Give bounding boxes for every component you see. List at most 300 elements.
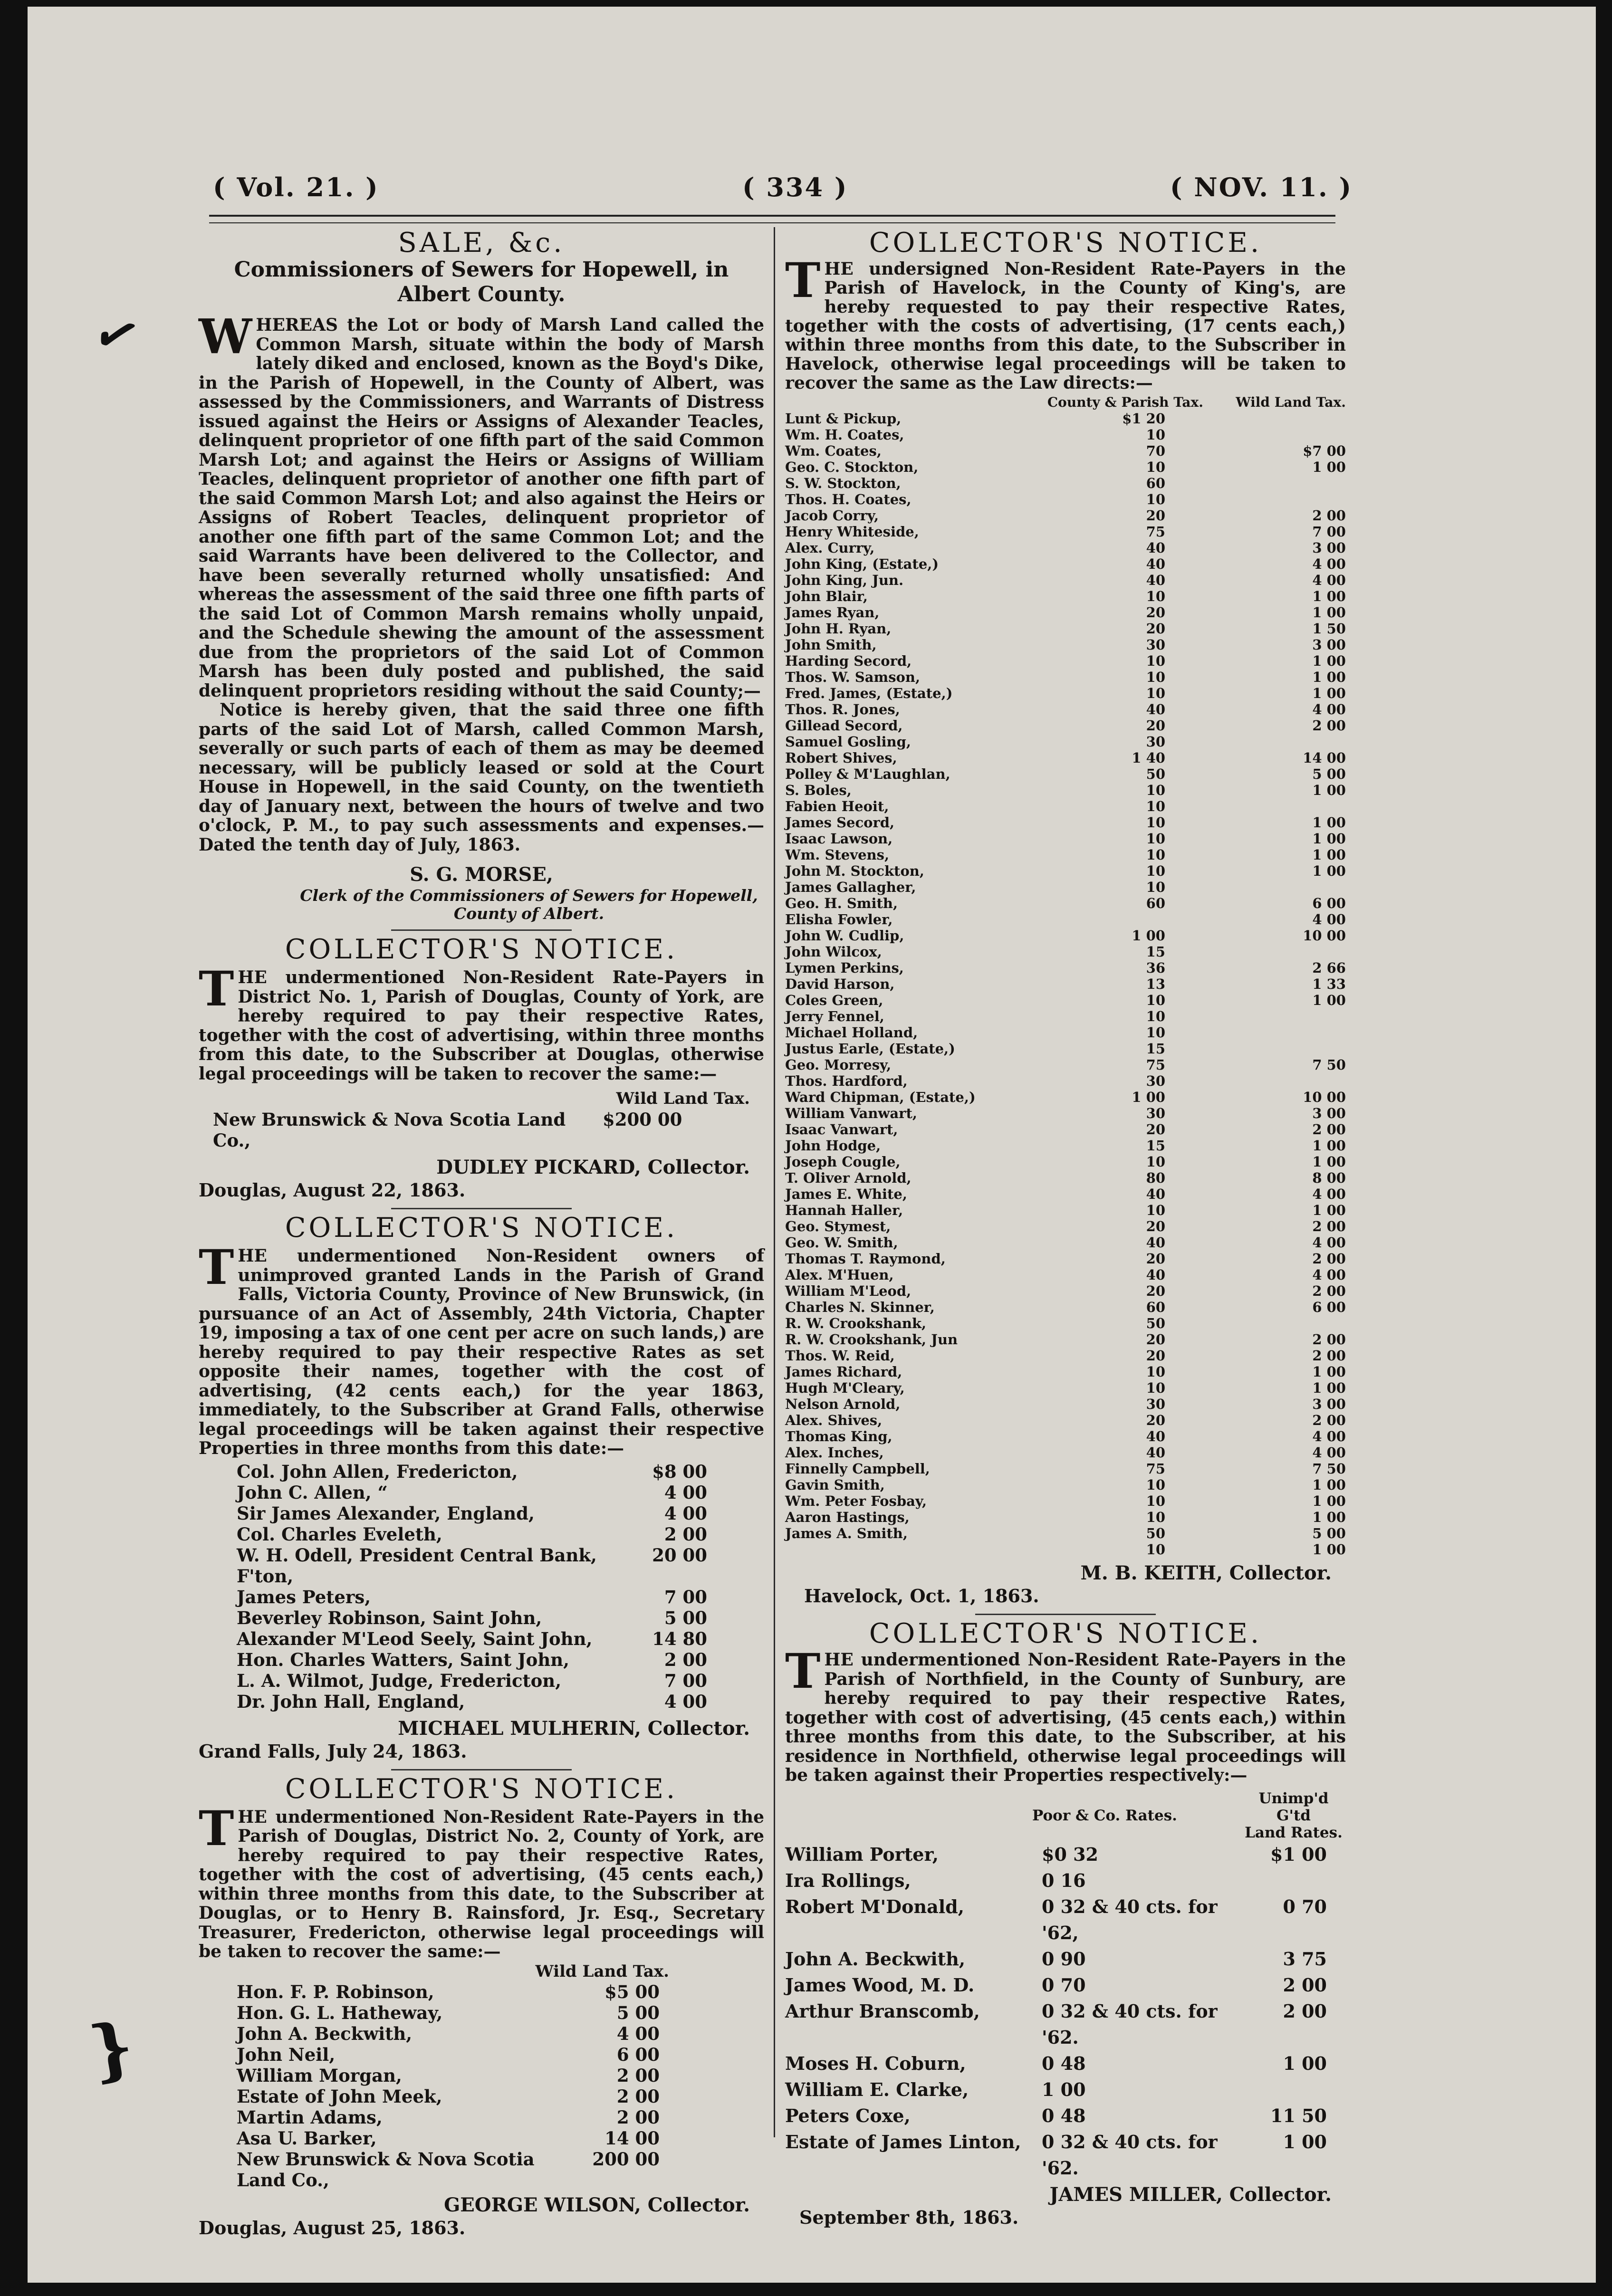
table-row [785, 1493, 1346, 1509]
county-tax-value: 10 [1146, 863, 1165, 879]
table-row [785, 1867, 1346, 1894]
collector-signature: M. B. KEITH, Collector. [1080, 1562, 1332, 1584]
payer-name: Jerry Fennel, [785, 1008, 884, 1024]
county-tax-value: 50 [1146, 766, 1165, 782]
payer-name: John M. Stockton, [785, 863, 924, 879]
poor-rate-value: 0 32 & 40 cts. for '62, [1042, 1895, 1218, 1943]
table-row [785, 734, 1346, 750]
notice-grand-falls [199, 1213, 764, 1762]
wild-tax-value: 1 00 [1312, 669, 1346, 685]
county-tax-value: 60 [1146, 895, 1165, 911]
list-item: L. A. Wilmot, Judge, Fredericton, 7 00 [237, 1670, 707, 1691]
northfield-tax-list [785, 1841, 1346, 2181]
list-item: New Brunswick & Nova Scotia Land Co., $200 00 [213, 1109, 682, 1151]
county-tax-value: 30 [1146, 1396, 1165, 1412]
dateline: Douglas, August 25, 1863. [199, 2217, 466, 2239]
wild-tax-value: 1 00 [1312, 1202, 1346, 1218]
notice-northfield [785, 1619, 1346, 2229]
county-tax-value: 20 [1146, 1331, 1165, 1348]
county-tax-value: 15 [1146, 944, 1165, 960]
unimproved-rate-value [1241, 2076, 1327, 2103]
table-row [785, 701, 1346, 718]
notice-title: COLLECTOR'S NOTICE. [869, 227, 1262, 258]
wild-tax-value: 1 00 [1312, 604, 1346, 621]
payer-name: William E. Clarke, [785, 2078, 969, 2100]
county-tax-value: $1 20 [1122, 411, 1165, 427]
county-tax-value: 10 [1146, 1364, 1165, 1380]
wild-tax-value [1165, 1041, 1346, 1057]
wild-tax-value: 1 00 [1312, 459, 1346, 475]
payer-name: Isaac Lawson, [785, 831, 893, 847]
payer-name: Elisha Fowler, [785, 911, 893, 928]
wild-tax-value: 2 00 [1312, 507, 1346, 524]
left-column [199, 228, 764, 2239]
payer-name: Thomas T. Raymond, [785, 1251, 946, 1267]
table-row [785, 1412, 1346, 1428]
table-row [785, 459, 1346, 475]
poor-rate-value: 0 90 [1042, 1948, 1086, 1970]
payer-name: James Richard, [785, 1364, 902, 1380]
county-tax-value: 75 [1146, 524, 1165, 540]
county-tax-value: 10 [1146, 798, 1165, 814]
wild-tax-value: 1 00 [1312, 1477, 1346, 1493]
county-tax-value: 40 [1146, 556, 1165, 572]
notice-body: THE undermentioned Non-Resident Rate-Payers in the Parish of Douglas, District No. 2, County of York, are hereby required to pay their respective Rates, together with the cost of advertising, (45 cents each,) within three months from this date, to the Subscriber at Douglas, or to Henry B. Rainsford, Jr. Esq., Secretary Treasurer, Fredericton, otherwise legal proceedings will be taken to recover the same:— [199, 1800, 764, 1961]
table-row [785, 1170, 1346, 1186]
list-item: Hon. G. L. Hatheway, 5 00 [237, 2002, 660, 2023]
payer-name: Moses H. Coburn, [785, 2052, 966, 2074]
county-tax-value: 30 [1146, 1073, 1165, 1089]
table-row [785, 831, 1346, 847]
wild-tax-value: 1 00 [1312, 1541, 1346, 1558]
payer-name: Jacob Corry, [785, 507, 879, 524]
tax-list [199, 1461, 764, 1712]
notice-title: COLLECTOR'S NOTICE. [285, 1212, 678, 1244]
sale-body: WHEREAS the Lot or body of Marsh Land called the Common Marsh, situate within the body of Marsh lately diked and enclosed, known as the Boyd's Dike, in the Parish of Hopewell, in the County of Albert, was assessed by the Commissioners, and Warrants of Distress issued against the Heirs or Assigns of Alexander Teacles, delinquent proprietor of one fifth part of the said Common Marsh Lot; and against the Heirs or Assigns of William Teacles, delinquent proprietor of another one fifth part of the said Common Marsh Lot; and also against the Heirs or Assigns of Robert Teacles, delinquent proprietor of another one fifth part of the same Common Lot; and the said Warrants have been delivered to the Collector, and have been severally returned wholly unsatisfied: And whereas the assessment of the said three one fifth parts of the said Lot of Common Marsh remains wholly unpaid, and the Schedule shewing the amount of the assessment due from the proprietors of the said Lot of Common Marsh has been duly posted and published, the said delinquent proprietors residing without the said County;— [199, 308, 764, 701]
table-row [785, 1073, 1346, 1089]
wild-tax-value: 1 00 [1312, 1138, 1346, 1154]
wild-tax-value [1165, 944, 1346, 960]
wild-tax-value [1165, 734, 1346, 750]
payer-name: William M'Leod, [785, 1283, 912, 1299]
county-tax-value: 10 [1146, 1493, 1165, 1509]
table-row [785, 1057, 1346, 1073]
payer-name: John Smith, [785, 637, 877, 653]
table-row [785, 588, 1346, 604]
county-tax-value: 20 [1146, 718, 1165, 734]
county-tax-value: 40 [1146, 540, 1165, 556]
table-row [785, 411, 1346, 427]
table-row [785, 1138, 1346, 1154]
payer-name: Lymen Perkins, [785, 960, 904, 976]
wild-tax-value: 7 50 [1312, 1057, 1346, 1073]
payer-name: Arthur Branscomb, [785, 2000, 980, 2022]
dateline: Havelock, Oct. 1, 1863. [804, 1585, 1039, 1607]
payer-name: Alex. Shives, [785, 1412, 883, 1428]
table-row [785, 928, 1346, 944]
wild-tax-value: 3 00 [1312, 1105, 1346, 1121]
payer-name: John A. Beckwith, [785, 1948, 966, 1970]
payer-name: S. Boles, [785, 782, 852, 798]
wild-tax-value: 3 00 [1312, 1396, 1346, 1412]
county-tax-value: 20 [1146, 621, 1165, 637]
county-tax-value: 10 [1146, 992, 1165, 1008]
drop-cap: W [199, 308, 252, 364]
payer-name: R. W. Crookshank, Jun [785, 1331, 958, 1348]
payer-name: James Gallagher, [785, 879, 916, 895]
drop-cap: T [785, 1643, 821, 1699]
payer-name: James Ryan, [785, 604, 880, 621]
list-item: William Morgan, 2 00 [237, 2065, 660, 2086]
wild-tax-value: 1 00 [1312, 1154, 1346, 1170]
margin-bracket-mark: } [84, 2007, 140, 2091]
drop-cap: T [785, 252, 821, 308]
list-item: Martin Adams, 2 00 [237, 2106, 660, 2128]
payer-name: Geo. W. Smith, [785, 1234, 898, 1251]
payer-name: Michael Holland, [785, 1024, 918, 1041]
list-item: Hon. F. P. Robinson, $5 00 [237, 1981, 660, 2002]
payer-name: William Vanwart, [785, 1105, 917, 1121]
table-row [785, 718, 1346, 734]
payer-name: John H. Ryan, [785, 621, 892, 637]
payer-name: Isaac Vanwart, [785, 1121, 898, 1138]
table-row [785, 766, 1346, 782]
list-item: Asa U. Barker, 14 00 [237, 2127, 660, 2149]
wild-tax-value: 1 00 [1312, 847, 1346, 863]
table-row [785, 1477, 1346, 1493]
wild-tax-value: 4 00 [1312, 1234, 1346, 1251]
unimproved-header-line-1: Unimp'd G'td [1258, 1789, 1329, 1824]
payer-name: Harding Secord, [785, 653, 912, 669]
county-tax-value: 10 [1146, 1541, 1165, 1558]
payer-name: John Wilcox, [785, 944, 882, 960]
table-row [785, 540, 1346, 556]
payer-name: Wm. Stevens, [785, 847, 890, 863]
wild-tax-value: 1 00 [1312, 685, 1346, 701]
county-tax-value: 10 [1146, 879, 1165, 895]
county-tax-value: 10 [1146, 588, 1165, 604]
county-tax-value: 36 [1146, 960, 1165, 976]
payer-name: Coles Green, [785, 992, 883, 1008]
list-item: Hon. Charles Watters, Saint John, 2 00 [237, 1649, 707, 1670]
list-item: New Brunswick & Nova Scotia Land Co., 200 00 [237, 2148, 660, 2191]
wild-tax-value: 7 00 [1312, 524, 1346, 540]
wild-tax-value: 3 00 [1312, 540, 1346, 556]
notice-title: COLLECTOR'S NOTICE. [285, 934, 678, 965]
table-row [785, 604, 1346, 621]
wild-tax-value: 4 00 [1312, 1445, 1346, 1461]
notice-title: COLLECTOR'S NOTICE. [869, 1618, 1262, 1649]
county-tax-value: 80 [1146, 1170, 1165, 1186]
column-header: Wild Land Tax. [616, 1089, 750, 1108]
table-row [785, 443, 1346, 459]
wild-tax-value: 2 00 [1312, 1331, 1346, 1348]
list-item: Dr. John Hall, England, 4 00 [237, 1691, 707, 1712]
table-row [785, 976, 1346, 992]
county-tax-value: 30 [1146, 1105, 1165, 1121]
county-tax-value: 20 [1146, 1412, 1165, 1428]
county-tax-value: 10 [1146, 1024, 1165, 1041]
table-row [785, 960, 1346, 976]
table-row [785, 1154, 1346, 1170]
payer-name: Alex. Inches, [785, 1445, 884, 1461]
list-item: Beverley Robinson, Saint John, 5 00 [237, 1607, 707, 1628]
table-row [785, 1998, 1346, 2050]
table-row [785, 1841, 1346, 1867]
table-row [785, 1541, 1346, 1558]
table-row [785, 2129, 1346, 2181]
wild-tax-value: 1 00 [1312, 863, 1346, 879]
sale-notice [199, 228, 764, 923]
wild-tax-value: 8 00 [1312, 1170, 1346, 1186]
table-row [785, 798, 1346, 814]
county-tax-value: 40 [1146, 1445, 1165, 1461]
wild-tax-value: 2 00 [1312, 1283, 1346, 1299]
unimproved-rate-value: 3 75 [1283, 1948, 1327, 1970]
payer-name: Ward Chipman, (Estate,) [785, 1089, 976, 1105]
poor-rate-value: 0 48 [1042, 2105, 1086, 2126]
county-tax-value: 30 [1146, 637, 1165, 653]
payer-name: Finnelly Campbell, [785, 1461, 930, 1477]
sale-signer: S. G. MORSE, [410, 863, 553, 886]
collector-signature: MICHAEL MULHERIN, Collector. [398, 1717, 750, 1740]
notice-body: THE undermentioned Non-Resident owners of unimproved granted Lands in the Parish of Grand Falls, Victoria County, Province of New Brunswick, (in pursuance of an Act of Assembly, 24th Victoria, Chapter 19, imposing a tax of one cent per acre on such lands,) are hereby required to pay their respective Rates as set opposite their names, together with the cost of advertising, (42 cents each,) for the year 1863, immediately, to the Subscriber at Grand Falls, otherwise legal proceedings will be taken against their respective Properties in three months from this date:— [199, 1239, 764, 1458]
payer-name: Alex. Curry, [785, 540, 875, 556]
payer-name: John Hodge, [785, 1138, 881, 1154]
margin-check-mark: ✓ [86, 298, 148, 371]
payer-name: Wm. Peter Fosbay, [785, 1493, 927, 1509]
county-tax-value: 1 00 [1132, 928, 1165, 944]
county-tax-value: 20 [1146, 507, 1165, 524]
unimproved-rate-value: 0 70 [1283, 1895, 1327, 1917]
county-tax-value: 20 [1146, 1218, 1165, 1234]
table-row [785, 1089, 1346, 1105]
county-tax-value: 10 [1146, 782, 1165, 798]
collector-signature: GEORGE WILSON, Collector. [444, 2193, 750, 2216]
drop-cap: T [199, 1800, 234, 1856]
notice-body: THE undermentioned Non-Resident Rate-Payers in District No. 1, Parish of Douglas, County of York, are hereby required to pay their respective Rates, together with the cost of advertising, within three months from this date, to the Subscriber at Douglas, otherwise legal proceedings will be taken to recover the same:— [199, 961, 764, 1084]
table-row [785, 1509, 1346, 1525]
payer-name: Nelson Arnold, [785, 1396, 901, 1412]
payer-name: Geo. H. Smith, [785, 895, 898, 911]
payer-name: R. W. Crookshank, [785, 1315, 927, 1331]
table-row [785, 1461, 1346, 1477]
table-row [785, 1525, 1346, 1541]
wild-tax-value: 1 33 [1312, 976, 1346, 992]
payer-name: Fabien Heoit, [785, 798, 889, 814]
payer-name: Thos. R. Jones, [785, 701, 900, 718]
payer-name: S. W. Stockton, [785, 475, 901, 491]
table-row [785, 992, 1346, 1008]
wild-tax-value: 4 00 [1312, 911, 1346, 928]
divider [391, 1208, 572, 1209]
payer-name: Polley & M'Laughlan, [785, 766, 950, 782]
table-row [785, 1202, 1346, 1218]
payer-name: Geo. Morresy, [785, 1057, 892, 1073]
issue-date: ( NOV. 11. ) [1170, 172, 1353, 202]
county-tax-value: 10 [1146, 831, 1165, 847]
table-row [785, 1218, 1346, 1234]
table-row [785, 621, 1346, 637]
wild-tax-value [1165, 1008, 1346, 1024]
table-row [785, 2050, 1346, 2076]
county-tax-value: 10 [1146, 1008, 1165, 1024]
wild-tax-value: 1 00 [1312, 588, 1346, 604]
county-tax-value: 60 [1146, 475, 1165, 491]
poor-rate-value: 0 32 & 40 cts. for '62. [1042, 2131, 1218, 2179]
list-item: John C. Allen, “ 4 00 [237, 1482, 707, 1503]
wild-tax-value [1165, 879, 1346, 895]
wild-tax-value: 1 00 [1312, 782, 1346, 798]
payer-name: Charles N. Skinner, [785, 1299, 935, 1315]
wild-tax-value [1165, 1024, 1346, 1041]
table-row [785, 1041, 1346, 1057]
county-tax-value: 50 [1146, 1525, 1165, 1541]
payer-name: Thos. Hardford, [785, 1073, 908, 1089]
wild-tax-value: 2 00 [1312, 1251, 1346, 1267]
table-row [785, 637, 1346, 653]
payer-name: Thos. W. Samson, [785, 669, 921, 685]
payer-name: David Harson, [785, 976, 895, 992]
payer-name: T. Oliver Arnold, [785, 1170, 912, 1186]
wild-tax-value [1165, 475, 1346, 491]
wild-tax-header: Wild Land Tax. [1236, 394, 1346, 410]
payer-name: Geo. C. Stockton, [785, 459, 919, 475]
wild-tax-value [1165, 1315, 1346, 1331]
table-row [785, 944, 1346, 960]
divider [391, 1769, 572, 1770]
payer-name: John King, Jun. [785, 572, 904, 588]
table-row [785, 1008, 1346, 1024]
wild-tax-value: 1 00 [1312, 992, 1346, 1008]
wild-tax-value: 2 00 [1312, 1121, 1346, 1138]
table-row [785, 685, 1346, 701]
unimproved-rate-value: 11 50 [1270, 2105, 1327, 2126]
wild-tax-value: 6 00 [1312, 895, 1346, 911]
payer-name: James A. Smith, [785, 1525, 908, 1541]
notice-havelock [785, 228, 1346, 1607]
unimproved-rate-value: 2 00 [1283, 2000, 1327, 2022]
wild-tax-value: 3 00 [1312, 637, 1346, 653]
tax-list [199, 1109, 764, 1151]
unimproved-rate-value [1241, 1867, 1327, 1894]
table-row [785, 524, 1346, 540]
county-tax-value: 10 [1146, 427, 1165, 443]
list-item: Sir James Alexander, England, 4 00 [237, 1502, 707, 1524]
table-row [785, 1024, 1346, 1041]
table-row [785, 1380, 1346, 1396]
payer-name: Alex. M'Huen, [785, 1267, 894, 1283]
table-row [785, 427, 1346, 443]
poor-rates-header: Poor & Co. Rates. [1032, 1807, 1177, 1824]
drop-cap: T [199, 1239, 234, 1295]
sale-notice-text: Notice is hereby given, that the said three one fifth parts of the said Lot of Marsh, called Common Marsh, severally or such parts of each of them as may be deemed necessary, will be publicly leased or sold at the Court House in Hopewell, in the said County, on the twentieth day of January next, between the hours of twelve and two o'clock, P. M., to pay such assessments and expenses.—Dated the tenth day of July, 1863. [199, 700, 764, 855]
payer-name: Ira Rollings, [785, 1869, 911, 1891]
wild-tax-value: 14 00 [1303, 750, 1346, 766]
payer-name: John W. Cudlip, [785, 928, 904, 944]
havelock-column-headers [785, 394, 1346, 411]
sale-title: SALE, &c. [398, 227, 565, 258]
divider [391, 929, 572, 931]
table-row [785, 1364, 1346, 1380]
table-row [785, 847, 1346, 863]
payer-name: Thomas King, [785, 1428, 892, 1445]
table-row [785, 507, 1346, 524]
notice-body: THE undersigned Non-Resident Rate-Payers in the Parish of Havelock, in the County of King's, are hereby requested to pay their respective Rates, together with the costs of advertising, (17 cents each,) within three months from this date, to the Subscriber in Havelock, otherwise legal proceedings will be taken to recover the same as the Law directs:— [785, 252, 1346, 393]
wild-tax-value: 1 00 [1312, 1509, 1346, 1525]
county-tax-value: 15 [1146, 1138, 1165, 1154]
wild-tax-value [1165, 411, 1346, 427]
payer-name: Gavin Smith, [785, 1477, 885, 1493]
county-tax-value [1099, 911, 1165, 928]
notice-title: COLLECTOR'S NOTICE. [285, 1773, 678, 1805]
list-item: John Neil, 6 00 [237, 2044, 660, 2065]
list-item: Estate of John Meek, 2 00 [237, 2086, 660, 2107]
table-row [785, 1331, 1346, 1348]
table-row [785, 1348, 1346, 1364]
payer-name: Peters Coxe, [785, 2105, 911, 2126]
dateline: September 8th, 1863. [799, 2206, 1019, 2228]
drop-cap: T [199, 961, 234, 1017]
payer-name: Geo. Stymest, [785, 1218, 891, 1234]
payer-name: Hannah Haller, [785, 1202, 903, 1218]
table-row [785, 556, 1346, 572]
payer-name: Wm. H. Coates, [785, 427, 904, 443]
table-row [785, 1894, 1346, 1946]
table-row [785, 653, 1346, 669]
unimproved-rate-value: $1 00 [1270, 1843, 1327, 1865]
dateline: Douglas, August 22, 1863. [199, 1179, 466, 1201]
wild-tax-value: 1 00 [1312, 653, 1346, 669]
table-row [785, 572, 1346, 588]
payer-name: Joseph Cougle, [785, 1154, 901, 1170]
payer-name: James Wood, M. D. [785, 1974, 975, 1996]
table-row [785, 1105, 1346, 1121]
wild-tax-value: 2 00 [1312, 1218, 1346, 1234]
payer-name: Henry Whiteside, [785, 524, 919, 540]
county-tax-value: 10 [1146, 847, 1165, 863]
payer-name: William Porter, [785, 1843, 939, 1865]
county-tax-value: 10 [1146, 669, 1165, 685]
wild-tax-value [1165, 1073, 1346, 1089]
payer-name: Lunt & Pickup, [785, 411, 902, 427]
wild-tax-value: 10 00 [1303, 928, 1346, 944]
county-tax-value: 20 [1146, 1283, 1165, 1299]
table-row [785, 1445, 1346, 1461]
table-row [785, 911, 1346, 928]
poor-rate-value: 0 32 & 40 cts. for '62. [1042, 2000, 1218, 2048]
collector-signature: JAMES MILLER, Collector. [1049, 2183, 1332, 2206]
payer-name: James E. White, [785, 1186, 907, 1202]
county-tax-value: 40 [1146, 572, 1165, 588]
payer-name: Aaron Hastings, [785, 1509, 910, 1525]
wild-tax-value: 1 50 [1312, 621, 1346, 637]
tax-list [199, 1981, 764, 2191]
county-tax-value: 75 [1146, 1461, 1165, 1477]
poor-rate-value: 0 70 [1042, 1974, 1086, 1996]
wild-tax-value [1165, 491, 1346, 507]
county-tax-header: County & Parish Tax. [1047, 394, 1203, 410]
wild-tax-value: 4 00 [1312, 556, 1346, 572]
county-tax-value: 20 [1146, 604, 1165, 621]
county-tax-value: 10 [1146, 1477, 1165, 1493]
county-tax-value: 10 [1146, 685, 1165, 701]
county-tax-value: 40 [1146, 701, 1165, 718]
wild-tax-value: 1 00 [1312, 1364, 1346, 1380]
table-row [785, 2076, 1346, 2103]
wild-tax-value: $7 00 [1303, 443, 1346, 459]
notice-douglas-1 [199, 935, 764, 1201]
